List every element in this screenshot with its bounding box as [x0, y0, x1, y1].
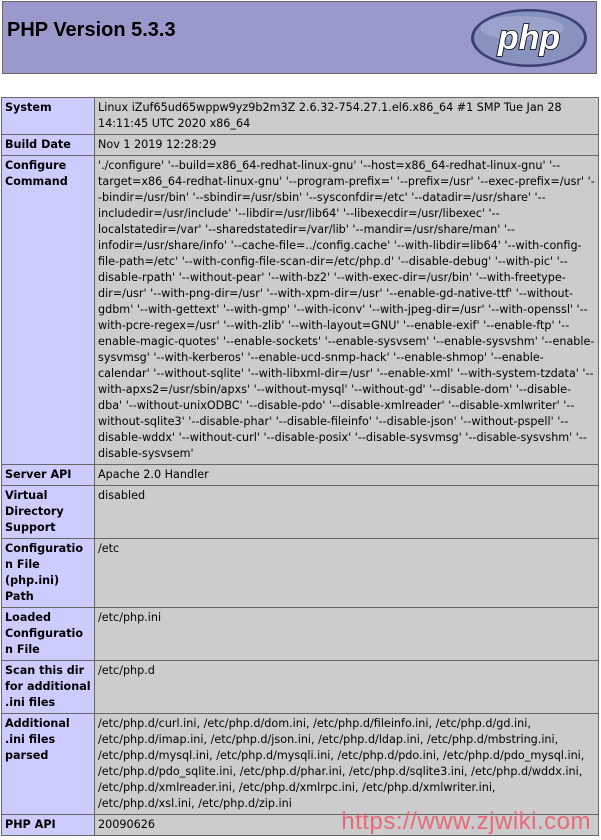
row-label: Loaded Configuration File [2, 608, 95, 661]
table-row [2, 539, 599, 608]
row-label: Scan this dir for additional .ini files [2, 661, 95, 714]
row-value: Apache 2.0 Handler [95, 465, 599, 486]
row-label: System [2, 98, 95, 135]
page-title: PHP Version 5.3.3 [7, 19, 176, 41]
row-value: /etc/php.d/curl.ini, /etc/php.d/dom.ini, /etc/php.d/fileinfo.ini, /etc/php.d/gd.ini, /etc/php.d/imap.ini, /etc/php.d/json.ini, /etc/php.d/ldap.ini, /etc/php.d/mbstring.ini, /etc/php.d/mysql.ini, /etc/php.d/mysqli.ini, /etc/php.d/pdo.ini, /etc/php.d/pdo_mysql.ini, /etc/php.d/pdo_sqlite.ini, /etc/php.d/phar.ini, /etc/php.d/sqlite3.ini, /etc/php.d/wddx.ini, /etc/php.d/xmlreader.ini, /etc/php.d/xmlrpc.ini, /etc/php.d/xmlwriter.ini, /etc/php.d/xsl.ini, /etc/php.d/zip.ini [95, 714, 599, 815]
php-logo-text: php [497, 19, 561, 57]
row-value: './configure' '--build=x86_64-redhat-linux-gnu' '--host=x86_64-redhat-linux-gnu' '--target=x86_64-redhat-linux-gnu' '--program-prefix=' '--prefix=/usr' '--exec-prefix=/usr' '--bindir=/usr/bin' '--sbindir=/usr/sbin' '--sysconfdir=/etc' '--datadir=/usr/share' '--includedir=/usr/include' '--libdir=/usr/lib64' '--libexecdir=/usr/libexec' '--localstatedir=/var' '--sharedstatedir=/var/lib' '--mandir=/usr/share/man' '--infodir=/usr/share/info' '--cache-file=../config.cache' '--with-libdir=lib64' '--with-config-file-path=/etc' '--with-config-file-scan-dir=/etc/php.d' '--disable-debug' '--with-pic' '--disable-rpath' '--without-pear' '--with-bz2' '--with-exec-dir=/usr/bin' '--with-freetype-dir=/usr' '--with-png-dir=/usr' '--with-xpm-dir=/usr' '--enable-gd-native-ttf' '--without-gdbm' '--with-gettext' '--with-gmp' '--with-iconv' '--with-jpeg-dir=/usr' '--with-openssl' '--with-pcre-regex=/usr' '--with-zlib' '--with-layout=GNU' '--enable-exif' '--enable-ftp' '--enable-magic-quotes' '--enable-sockets' '--enable-sysvsem' '--enable-sysvshm' '--enable-sysvmsg' '--with-kerberos' '--enable-ucd-snmp-hack' '--enable-shmop' '--enable-calendar' '--without-sqlite' '--with-libxml-dir=/usr' '--enable-xml' '--with-system-tzdata' '--with-apxs2=/usr/sbin/apxs' '--without-mysql' '--without-gd' '--disable-dom' '--disable-dba' '--without-unixODBC' '--disable-pdo' '--disable-xmlreader' '--disable-xmlwriter' '--without-sqlite3' '--disable-phar' '--disable-fileinfo' '--disable-json' '--without-pspell' '--disable-wddx' '--without-curl' '--disable-posix' '--disable-sysvmsg' '--disable-sysvshm' '--disable-sysvsem' [95, 156, 599, 465]
row-label: Additional .ini files parsed [2, 714, 95, 815]
table-row [2, 714, 599, 815]
row-value: Linux iZuf65ud65wppw9yz9b2m3Z 2.6.32-754.27.1.el6.x86_64 #1 SMP Tue Jan 28 14:11:45 UTC 2020 x86_64 [95, 98, 599, 135]
row-label: Configure Command [2, 156, 95, 465]
row-label: Virtual Directory Support [2, 486, 95, 539]
row-label: PHP API [2, 815, 95, 836]
table-row [2, 465, 599, 486]
table-row [2, 156, 599, 465]
table-row [2, 486, 599, 539]
table-row [2, 661, 599, 714]
php-info-table [1, 97, 599, 836]
site-watermark: https://www.zjwiki.com [341, 808, 591, 835]
row-value: /etc/php.d [95, 661, 599, 714]
php-info-header [2, 1, 597, 74]
row-value: /etc/php.ini [95, 608, 599, 661]
row-value: 20090626 [95, 815, 599, 836]
row-label: Build Date [2, 135, 95, 156]
row-value: disabled [95, 486, 599, 539]
table-row [2, 98, 599, 135]
php-logo [470, 8, 588, 72]
row-value: Nov 1 2019 12:28:29 [95, 135, 599, 156]
row-label: Configuration File (php.ini) Path [2, 539, 95, 608]
row-value: /etc [95, 539, 599, 608]
table-row [2, 135, 599, 156]
table-row [2, 608, 599, 661]
row-label: Server API [2, 465, 95, 486]
